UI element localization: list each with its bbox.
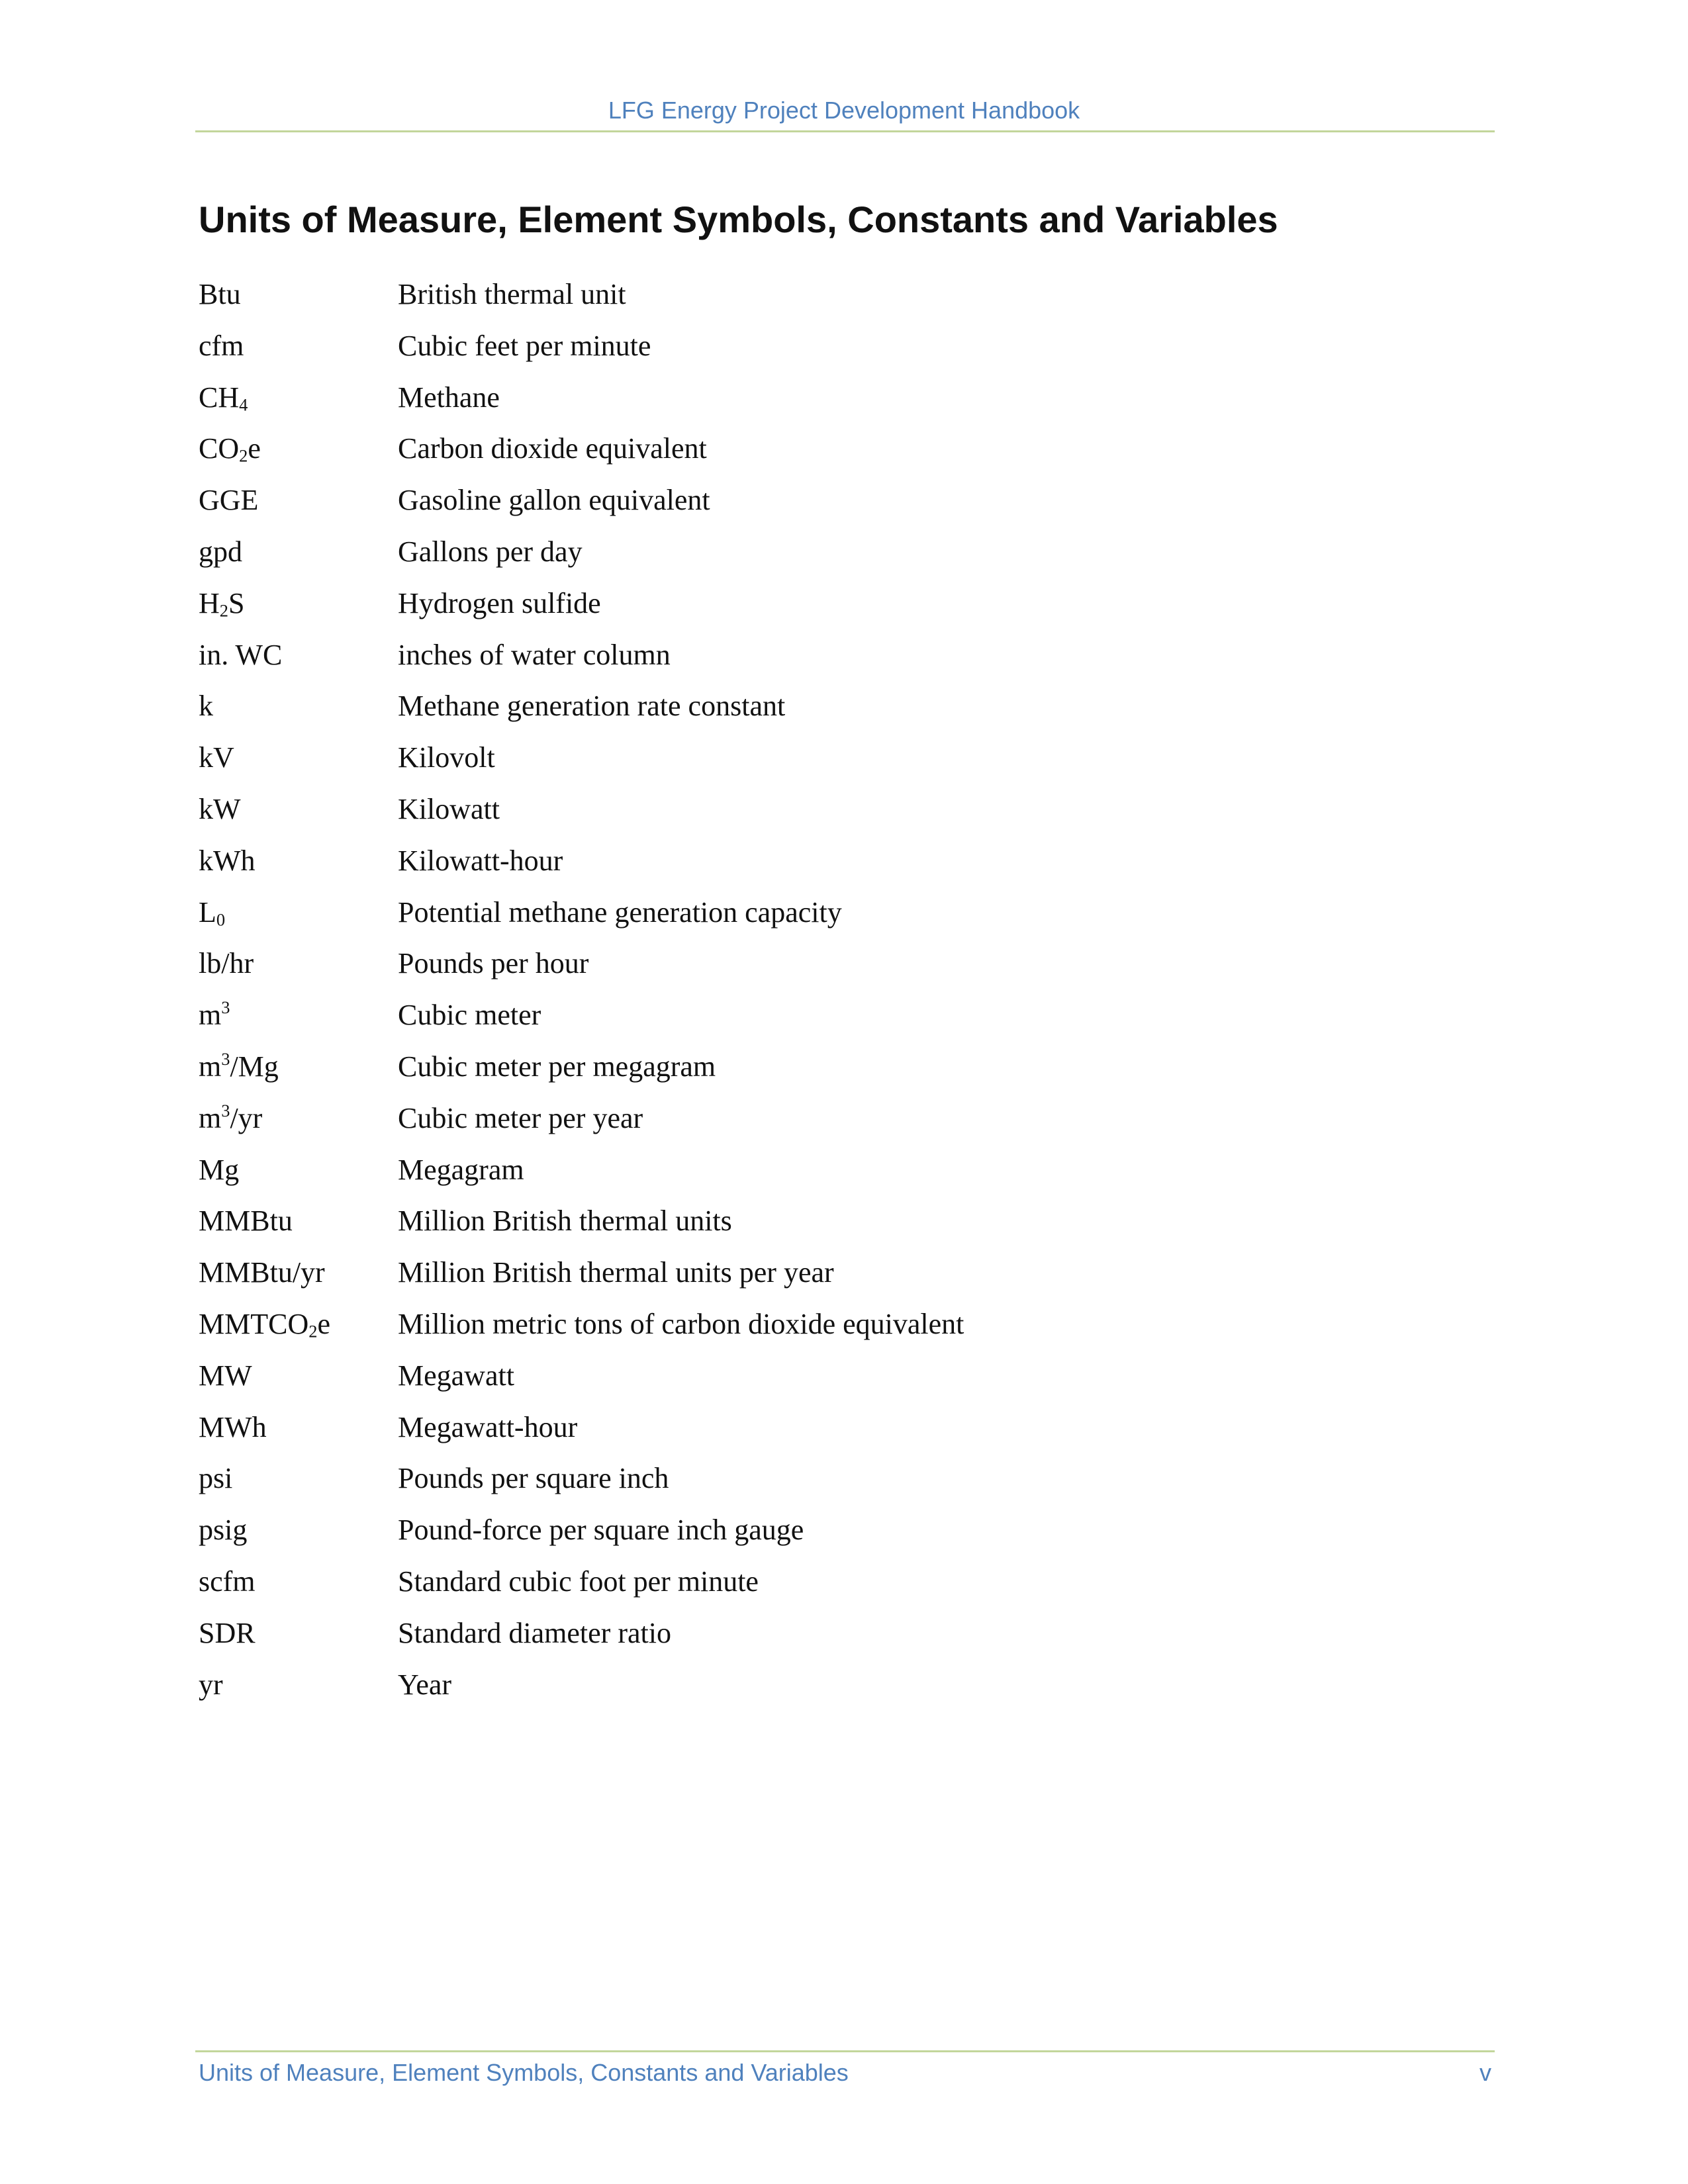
term-definition: Kilovolt	[398, 741, 495, 774]
term-abbreviation: psig	[199, 1514, 248, 1547]
term-abbreviation: k	[199, 690, 213, 723]
glossary-row	[199, 427, 1456, 478]
term-abbreviation: yr	[199, 1668, 223, 1701]
term-definition: Pounds per hour	[398, 947, 589, 980]
term-abbreviation: lb/hr	[199, 947, 254, 980]
abbreviation-text: e	[317, 1307, 330, 1340]
abbreviation-text: m	[199, 1050, 222, 1083]
abbreviation-text: /yr	[230, 1101, 263, 1134]
glossary-row	[199, 1097, 1456, 1148]
abbreviation-text: S	[228, 586, 245, 619]
glossary-row	[199, 942, 1456, 993]
term-abbreviation: GGE	[199, 484, 259, 517]
term-definition: British thermal unit	[398, 278, 626, 310]
term-abbreviation	[199, 427, 398, 471]
glossary-row	[199, 1302, 1456, 1354]
glossary-row	[199, 1508, 1456, 1560]
term-abbreviation: SDR	[199, 1616, 256, 1649]
glossary-row	[199, 1045, 1456, 1097]
abbreviation-text: CH	[199, 381, 240, 414]
term-abbreviation: Mg	[199, 1153, 240, 1186]
term-abbreviation: kV	[199, 741, 234, 774]
term-abbreviation	[199, 376, 398, 420]
abbreviation-text: m	[199, 1101, 222, 1134]
term-abbreviation: MWh	[199, 1410, 267, 1443]
term-definition: Methane generation rate constant	[398, 690, 786, 723]
glossary-row	[199, 582, 1456, 633]
term-definition: Kilowatt-hour	[398, 844, 563, 877]
term-definition: Standard cubic foot per minute	[398, 1565, 759, 1598]
glossary-row	[199, 1457, 1456, 1508]
term-definition: Million British thermal units per year	[398, 1256, 834, 1289]
term-abbreviation	[199, 1302, 398, 1346]
glossary-row	[199, 478, 1456, 530]
term-definition: Hydrogen sulfide	[398, 586, 601, 619]
term-definition: Year	[398, 1668, 452, 1701]
term-abbreviation	[199, 582, 398, 625]
term-abbreviation: scfm	[199, 1565, 256, 1598]
abbreviation-text: H	[199, 586, 220, 619]
abbreviation-text: L	[199, 895, 216, 929]
term-abbreviation: MMBtu	[199, 1205, 293, 1238]
term-definition: Methane	[398, 381, 500, 414]
page-number: v	[1479, 2059, 1491, 2086]
glossary-row	[199, 1560, 1456, 1612]
glossary-row	[199, 839, 1456, 891]
term-abbreviation: in. WC	[199, 638, 283, 671]
subscript: 4	[239, 394, 248, 414]
term-abbreviation: kW	[199, 792, 241, 825]
term-definition: Million metric tons of carbon dioxide equivalent	[398, 1307, 964, 1340]
subscript: 0	[216, 909, 226, 929]
glossary-row	[199, 324, 1456, 376]
footer-divider	[195, 2050, 1495, 2052]
glossary-row	[199, 993, 1456, 1045]
glossary-row	[199, 633, 1456, 685]
abbreviation-text: e	[248, 432, 261, 465]
glossary-row	[199, 1612, 1456, 1663]
glossary-row	[199, 273, 1456, 324]
abbreviation-text: /Mg	[230, 1050, 279, 1083]
term-definition: Million British thermal units	[398, 1205, 732, 1238]
abbreviation-text: m	[199, 999, 222, 1032]
header-divider	[195, 130, 1495, 132]
glossary-row	[199, 1251, 1456, 1302]
term-definition: Gasoline gallon equivalent	[398, 484, 710, 517]
footer-section-title: Units of Measure, Element Symbols, Constants and Variables	[199, 2059, 849, 2086]
glossary-row	[199, 1354, 1456, 1406]
superscript: 3	[221, 997, 230, 1017]
term-abbreviation: psi	[199, 1462, 233, 1495]
glossary-row	[199, 1663, 1456, 1715]
glossary-row	[199, 736, 1456, 788]
term-definition: inches of water column	[398, 638, 671, 671]
glossary-row	[199, 1199, 1456, 1251]
term-definition: Carbon dioxide equivalent	[398, 432, 707, 465]
term-definition: Pound-force per square inch gauge	[398, 1514, 804, 1547]
superscript: 3	[221, 1048, 230, 1069]
glossary-row	[199, 1406, 1456, 1457]
term-definition: Cubic feet per minute	[398, 329, 651, 362]
term-abbreviation	[199, 891, 398, 934]
running-header: LFG Energy Project Development Handbook	[608, 97, 1080, 124]
subscript: 2	[219, 600, 228, 621]
term-definition: Cubic meter per year	[398, 1101, 643, 1134]
glossary-row	[199, 530, 1456, 582]
page-title: Units of Measure, Element Symbols, Constants and Variables	[199, 199, 1278, 240]
term-abbreviation	[199, 993, 398, 1037]
term-definition: Megawatt-hour	[398, 1410, 578, 1443]
term-definition: Pounds per square inch	[398, 1462, 669, 1495]
subscript: 2	[308, 1321, 318, 1342]
subscript: 2	[239, 445, 248, 466]
term-abbreviation: Btu	[199, 278, 241, 310]
term-abbreviation	[199, 1097, 398, 1140]
abbreviation-text: MMTCO	[199, 1307, 309, 1340]
abbreviation-text: CO	[199, 432, 240, 465]
term-abbreviation: cfm	[199, 329, 244, 362]
glossary-row	[199, 891, 1456, 942]
term-definition: Kilowatt	[398, 792, 500, 825]
term-definition: Megagram	[398, 1153, 524, 1186]
term-definition: Standard diameter ratio	[398, 1616, 671, 1649]
term-abbreviation: kWh	[199, 844, 256, 877]
term-definition: Megawatt	[398, 1359, 514, 1392]
superscript: 3	[221, 1100, 230, 1120]
term-definition: Gallons per day	[398, 535, 583, 568]
term-abbreviation: MW	[199, 1359, 252, 1392]
term-abbreviation	[199, 1045, 398, 1089]
glossary-list	[199, 273, 1456, 1714]
glossary-row	[199, 376, 1456, 428]
term-definition: Potential methane generation capacity	[398, 895, 842, 929]
term-abbreviation: MMBtu/yr	[199, 1256, 325, 1289]
term-definition: Cubic meter per megagram	[398, 1050, 716, 1083]
term-definition: Cubic meter	[398, 999, 541, 1032]
glossary-row	[199, 684, 1456, 736]
term-abbreviation: gpd	[199, 535, 242, 568]
glossary-row	[199, 788, 1456, 839]
glossary-row	[199, 1148, 1456, 1200]
